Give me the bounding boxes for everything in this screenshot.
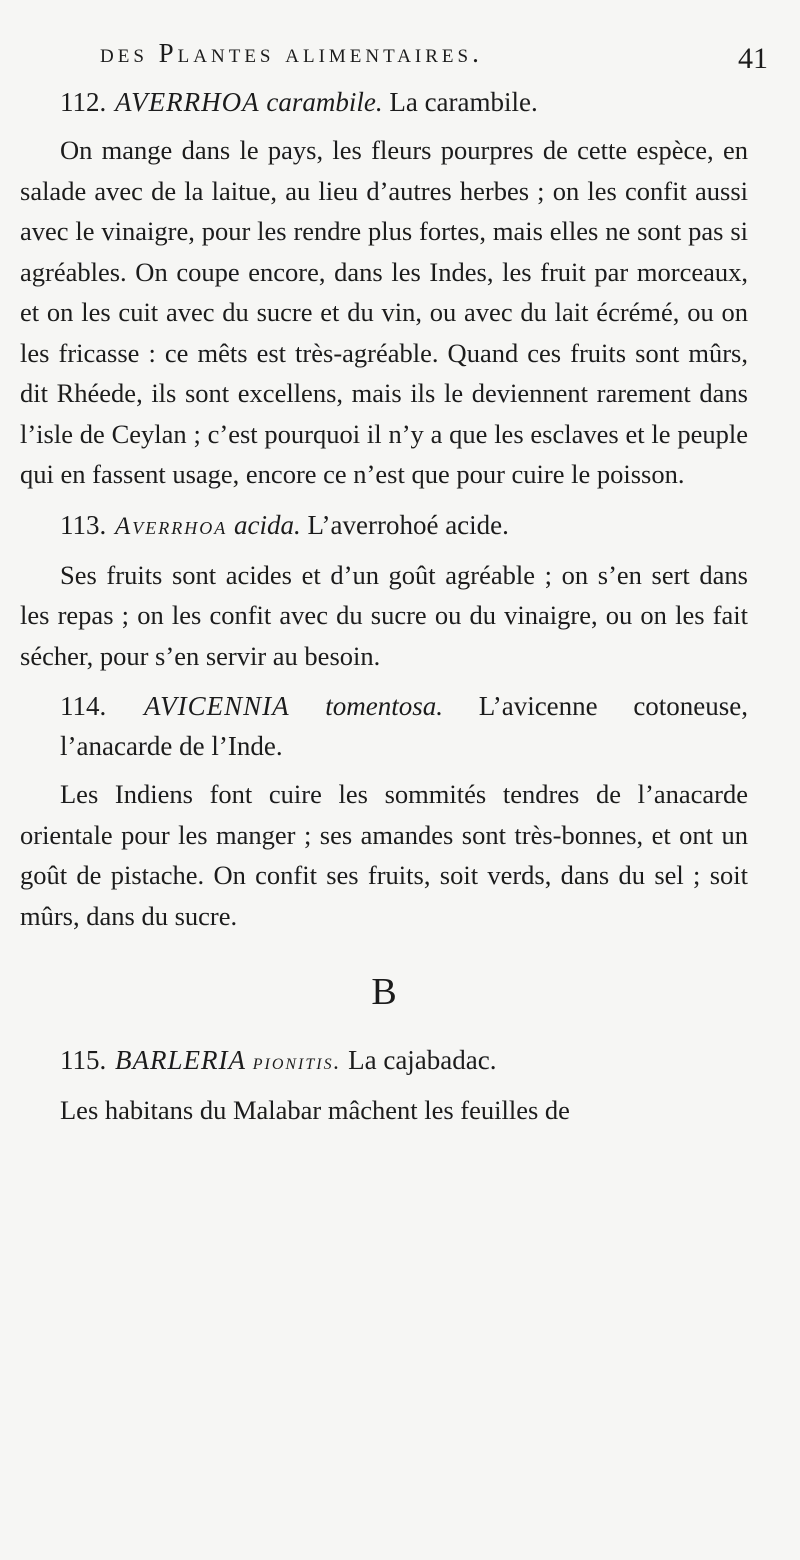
entry-text: Les Indiens font cuire les sommités tendres de l’anacarde orientale pour les manger ; ses amandes sont très-bonnes, et ont un goût de pistache. On confit ses fruits, soit verds, dans du sel ; soit mûrs, dans du sucre.: [20, 779, 748, 931]
entry-113: [20, 505, 748, 677]
entry-text: Les habitans du Malabar mâchent les feuilles de: [60, 1095, 570, 1125]
section-letter: B: [371, 971, 397, 1013]
entry-text: Ses fruits sont acides et d’un goût agréable ; on s’en sert dans les repas ; on les confit avec du sucre ou du vinaigre, ou on les fait sécher, pour s’en servir au besoin.: [20, 559, 748, 671]
entry-heading: [20, 1040, 748, 1082]
entry-heading: [20, 686, 748, 766]
entry-species: carambile.: [266, 87, 383, 117]
entry-common-name: L’averrohoé acide.: [307, 509, 509, 540]
entry-species: acida.: [234, 509, 301, 540]
page-content: [20, 82, 748, 1141]
entry-text: On mange dans le pays, les fleurs pourpres de cette espèce, en salade avec de la laitue, au lieu d’autres herbes ; on les confit aussi avec le vinaigre, pour les rendre plus fortes, mais elles ne sont pas si agréables. On coupe encore, dans les Indes, les fruit par morceaux, et on les cuit avec du sucre et du vin, ou avec du lait écrémé, ou on les fricasse : ce mêts est très-agréable. Quand ces fruits sont mûrs, dit Rhéede, ils sont excellens, mais ils le deviennent rarement dans l’isle de Ceylan ; c’est pourquoi il n’y a que les esclaves et le peuple qui en fassent usage, encore ce n’est que pour cuire le poisson.: [20, 135, 748, 489]
page-number: 41: [738, 42, 768, 75]
entry-number: 113.: [60, 509, 107, 540]
entry-common-name: La carambile.: [389, 87, 538, 117]
running-head: des Plantes alimentaires.: [100, 38, 483, 68]
entry-species: tomentosa.: [325, 691, 444, 721]
entry-number: 114.: [60, 691, 107, 721]
entry-species: pionitis.: [252, 1049, 342, 1074]
entry-number: 112.: [60, 87, 107, 117]
entry-genus: AVERRHOA: [115, 87, 260, 117]
entry-114: [20, 686, 748, 936]
entry-genus: BARLERIA: [115, 1045, 246, 1075]
entry-112: [20, 82, 748, 495]
entry-common-name: La cajabadac.: [348, 1045, 497, 1075]
entry-number: 115.: [60, 1045, 107, 1075]
entry-genus: Averrhoa: [115, 512, 228, 540]
entry-heading: [20, 82, 748, 122]
entry-common-name: L’avicenne cotoneuse, l’anacarde de l’Inde.: [60, 691, 749, 761]
entry-heading: [20, 505, 748, 547]
entry-115: [20, 1040, 748, 1131]
entry-genus: AVICENNIA: [143, 691, 290, 721]
